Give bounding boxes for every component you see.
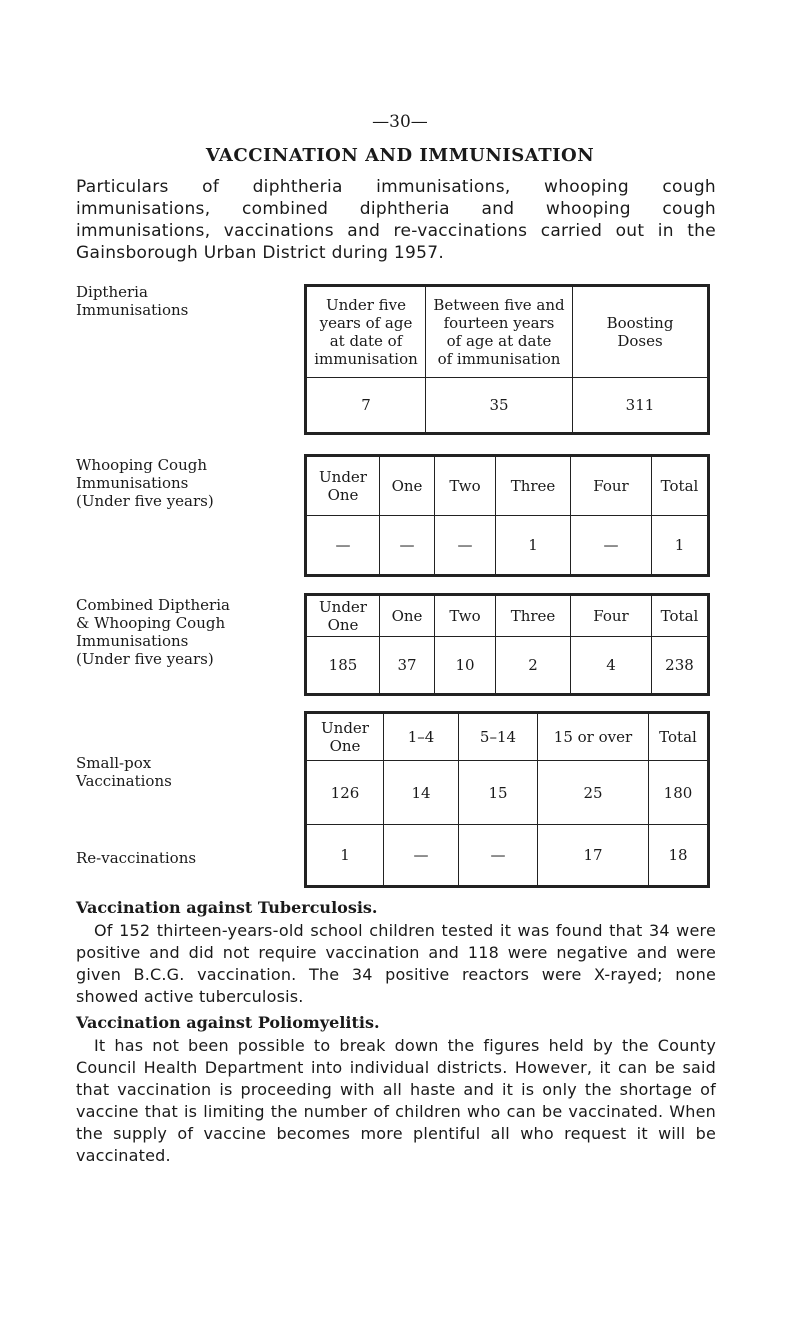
value-cell: 1 [306, 825, 384, 887]
header-three: Three [496, 595, 571, 637]
polio-heading: Vaccination against Poliomyelitis. [76, 1013, 380, 1032]
value-cell: 2 [496, 637, 571, 695]
header-two: Two [435, 456, 496, 516]
value-cell: 1 [496, 516, 571, 576]
intro-paragraph: Particulars of diphtheria immunisations, whooping cough immunisations, combined diphtheria and whooping cough immunisations, vaccinations and re-vaccinations carried out in the Gainsborough Urban District during 1957. [76, 177, 716, 263]
diphtheria-label: Diptheria Immunisations [76, 283, 189, 319]
value-cell: 10 [435, 637, 496, 695]
header-four: Four [571, 456, 652, 516]
value-cell: — [459, 825, 538, 887]
value-cell: — [380, 516, 435, 576]
header-total: Total [652, 456, 709, 516]
page-number: —30— [372, 112, 428, 132]
value-cell: 4 [571, 637, 652, 695]
value-cell: 180 [649, 761, 709, 825]
header-five-to-fourteen: Between five and fourteen years of age at date of immunisation [426, 286, 573, 378]
header-two: Two [435, 595, 496, 637]
combined-table [304, 593, 710, 696]
smallpox-label: Small-pox Vaccinations [76, 754, 172, 790]
tuberculosis-paragraph: Of 152 thirteen-years-old school children tested it was found that 34 were positive and did not require vaccination and 118 were negative and were given B.C.G. vaccination. The 34 positive reactors were X-rayed; none showed active tuberculosis. [76, 921, 716, 1006]
value-cell: 311 [573, 378, 709, 434]
header-one: One [380, 456, 435, 516]
whooping-table [304, 454, 710, 577]
header-under-one: Under One [306, 456, 380, 516]
header-boosting-doses: Boosting Doses [573, 286, 709, 378]
revaccination-label: Re-vaccinations [76, 849, 197, 867]
header-total: Total [652, 595, 709, 637]
header-total: Total [649, 713, 709, 761]
header-1-4: 1–4 [384, 713, 459, 761]
header-three: Three [496, 456, 571, 516]
value-cell: 17 [538, 825, 649, 887]
value-cell: — [571, 516, 652, 576]
polio-paragraph: It has not been possible to break down the figures held by the County Council Health Department into individual districts. However, it can be said that vaccination is proceeding with all haste and it is only the shortage of vaccine that is limiting the number of children who can be vaccinated. When the supply of vaccine becomes more plentiful all who request it will be vaccinated. [76, 1036, 716, 1165]
page-title: VACCINATION AND IMMUNISATION [205, 145, 595, 166]
smallpox-table [304, 711, 710, 888]
value-cell: 7 [306, 378, 426, 434]
value-cell: 14 [384, 761, 459, 825]
whooping-label: Whooping Cough Immunisations (Under five years) [76, 456, 214, 510]
value-cell: 1 [652, 516, 709, 576]
tuberculosis-heading: Vaccination against Tuberculosis. [76, 898, 378, 917]
header-5-14: 5–14 [459, 713, 538, 761]
value-cell: 37 [380, 637, 435, 695]
value-cell: 238 [652, 637, 709, 695]
header-under-five: Under five years of age at date of immunisation [306, 286, 426, 378]
header-one: One [380, 595, 435, 637]
value-cell: — [384, 825, 459, 887]
value-cell: 35 [426, 378, 573, 434]
combined-label: Combined Diptheria & Whooping Cough Immunisations (Under five years) [76, 596, 230, 668]
header-four: Four [571, 595, 652, 637]
value-cell: 18 [649, 825, 709, 887]
value-cell: 15 [459, 761, 538, 825]
value-cell: 185 [306, 637, 380, 695]
value-cell: — [306, 516, 380, 576]
value-cell: — [435, 516, 496, 576]
header-under-one: Under One [306, 713, 384, 761]
header-15-or-over: 15 or over [538, 713, 649, 761]
header-under-one: Under One [306, 595, 380, 637]
value-cell: 25 [538, 761, 649, 825]
value-cell: 126 [306, 761, 384, 825]
diphtheria-table [304, 284, 710, 435]
